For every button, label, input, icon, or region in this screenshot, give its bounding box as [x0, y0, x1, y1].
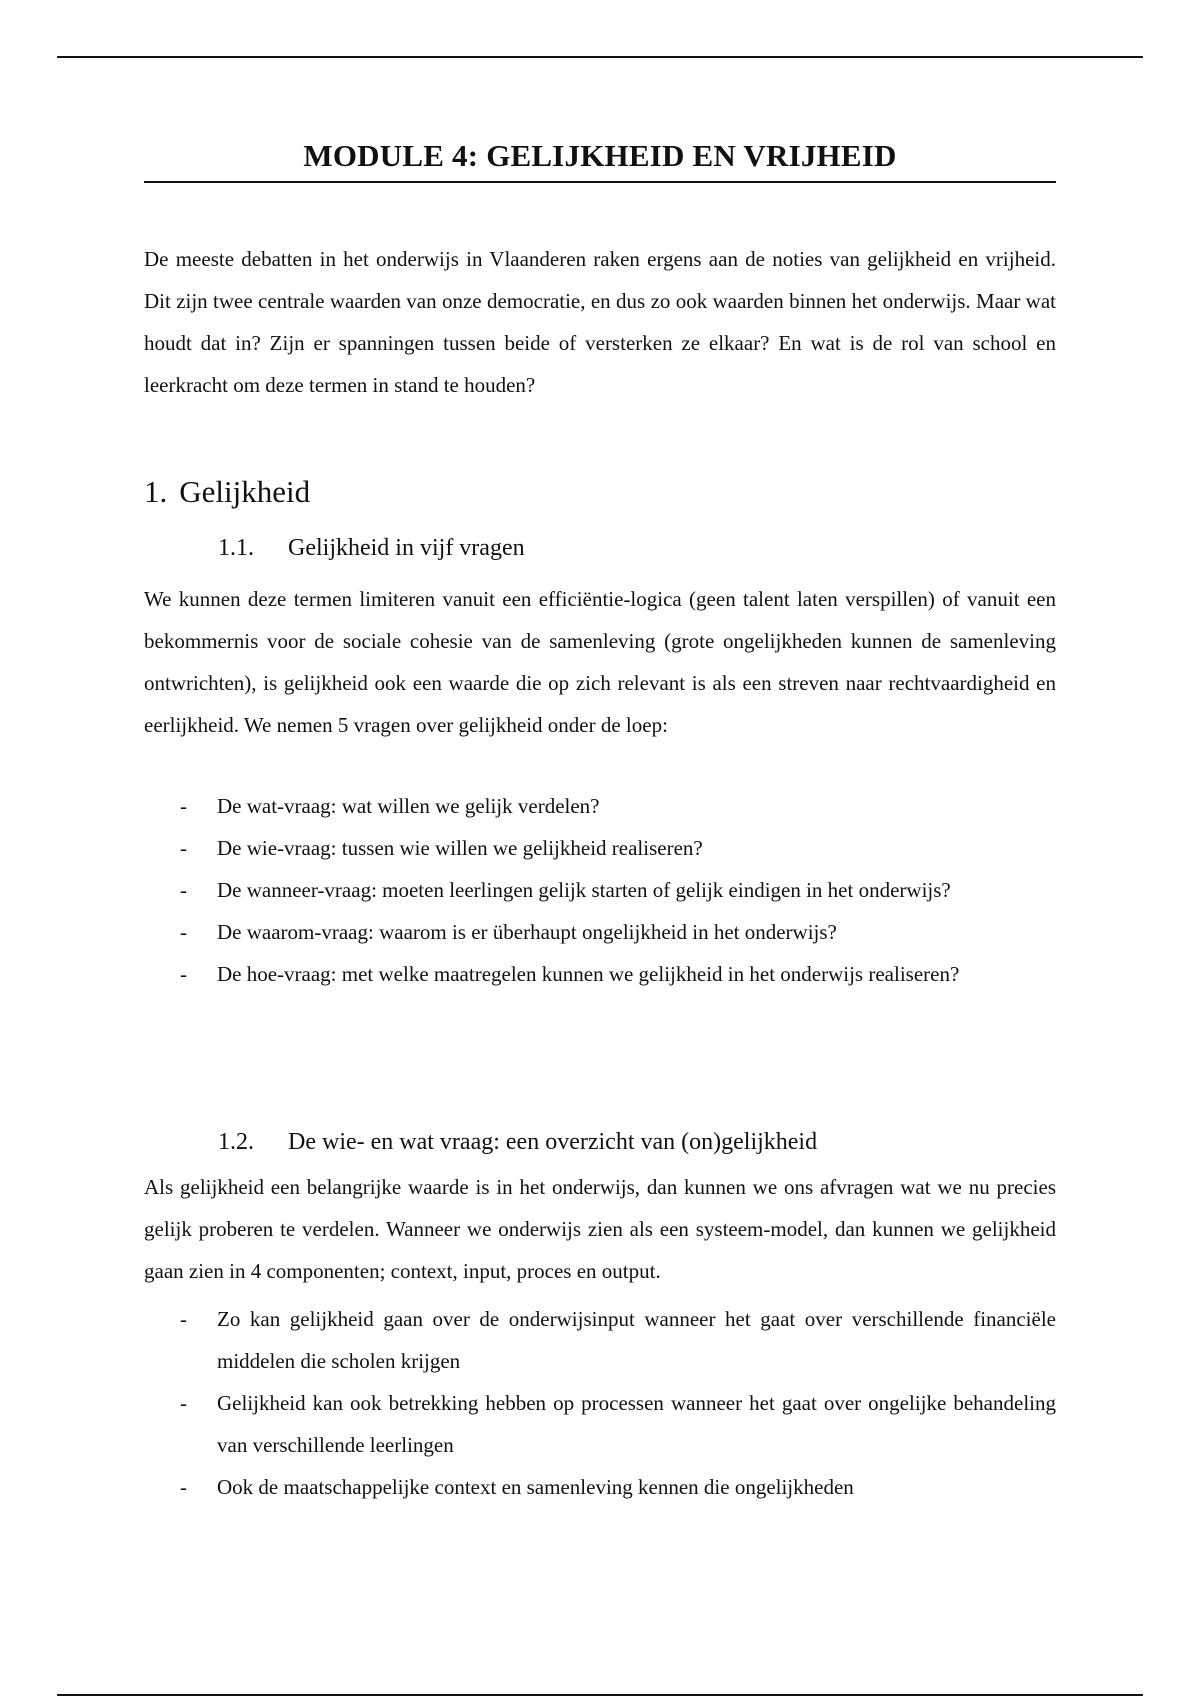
- list-item-text: Ook de maatschappelijke context en samenleving kennen die ongelijkheden: [217, 1475, 854, 1499]
- list-item-text: Gelijkheid kan ook betrekking hebben op processen wanneer het gaat over ongelijke behandeling van verschillende leerlingen: [217, 1391, 1056, 1457]
- list-item-text: De wie-vraag: tussen wie willen we gelijkheid realiseren?: [217, 836, 703, 860]
- section-number: 1.: [144, 474, 168, 509]
- page-top-rule: [57, 56, 1143, 58]
- dash-marker: -: [180, 794, 187, 818]
- list-item: [144, 827, 1056, 869]
- module-title: MODULE 4: GELIJKHEID EN VRIJHEID: [303, 138, 897, 173]
- list-item: [144, 869, 1056, 911]
- subsection-title: De wie- en wat vraag: een overzicht van (on)gelijkheid: [288, 1129, 818, 1155]
- dash-marker: -: [180, 878, 187, 902]
- list-item-text: De hoe-vraag: met welke maatregelen kunnen we gelijkheid in het onderwijs realiseren?: [217, 962, 960, 986]
- list-item-text: De waarom-vraag: waarom is er überhaupt ongelijkheid in het onderwijs?: [217, 920, 837, 944]
- section-heading-gelijkheid: [144, 474, 310, 510]
- dash-marker: -: [180, 920, 187, 944]
- section-title: Gelijkheid: [179, 474, 311, 509]
- subsection-heading-1-2: [218, 1129, 817, 1156]
- subsection-number: 1.2.: [218, 1129, 254, 1155]
- list-item: [144, 1298, 1056, 1382]
- title-underline: [144, 181, 1056, 183]
- list-item: [144, 953, 1056, 995]
- dash-marker: -: [180, 1307, 187, 1331]
- list-item: [144, 1466, 1056, 1508]
- dash-marker: -: [180, 962, 187, 986]
- list-item: [144, 785, 1056, 827]
- subsection-heading-1-1: [218, 535, 525, 562]
- intro-paragraph: De meeste debatten in het onderwijs in Vlaanderen raken ergens aan de noties van gelijkheid en vrijheid. Dit zijn twee centrale waarden van onze democratie, en dus zo ook waarden binnen het onderwijs. Maar wat houdt dat in? Zijn er spanningen tussen beide of versterken ze elkaar? En wat is de rol van school en leerkracht om deze termen in stand te houden?: [144, 247, 1056, 397]
- page-bottom-rule: [57, 1694, 1143, 1696]
- dash-marker: -: [180, 1391, 187, 1415]
- dash-marker: -: [180, 836, 187, 860]
- subsection-title: Gelijkheid in vijf vragen: [288, 535, 525, 561]
- list-item-text: De wat-vraag: wat willen we gelijk verdelen?: [217, 794, 600, 818]
- list-item: [144, 911, 1056, 953]
- inequality-components-list: [144, 1298, 1056, 1508]
- list-item-text: Zo kan gelijkheid gaan over de onderwijsinput wanneer het gaat over verschillende financiële middelen die scholen krijgen: [217, 1307, 1056, 1373]
- five-questions-list: [144, 785, 1056, 995]
- subsection-number: 1.1.: [218, 535, 254, 561]
- list-item-text: De wanneer-vraag: moeten leerlingen gelijk starten of gelijk eindigen in het onderwijs?: [217, 878, 951, 902]
- subsection-1-1-paragraph: We kunnen deze termen limiteren vanuit een efficiëntie-logica (geen talent laten verspillen) of vanuit een bekommernis voor de sociale cohesie van de samenleving (grote ongelijkheden kunnen de samenleving ontwrichten), is gelijkheid ook een waarde die op zich relevant is als een streven naar rechtvaardigheid en eerlijkheid. We nemen 5 vragen over gelijkheid onder de loep:: [144, 587, 1056, 737]
- list-item: [144, 1382, 1056, 1466]
- subsection-1-2-paragraph: Als gelijkheid een belangrijke waarde is in het onderwijs, dan kunnen we ons afvragen wat we nu precies gelijk proberen te verdelen. Wanneer we onderwijs zien als een systeem-model, dan kunnen we gelijkheid gaan zien in 4 componenten; context, input, proces en output.: [144, 1175, 1056, 1283]
- dash-marker: -: [180, 1475, 187, 1499]
